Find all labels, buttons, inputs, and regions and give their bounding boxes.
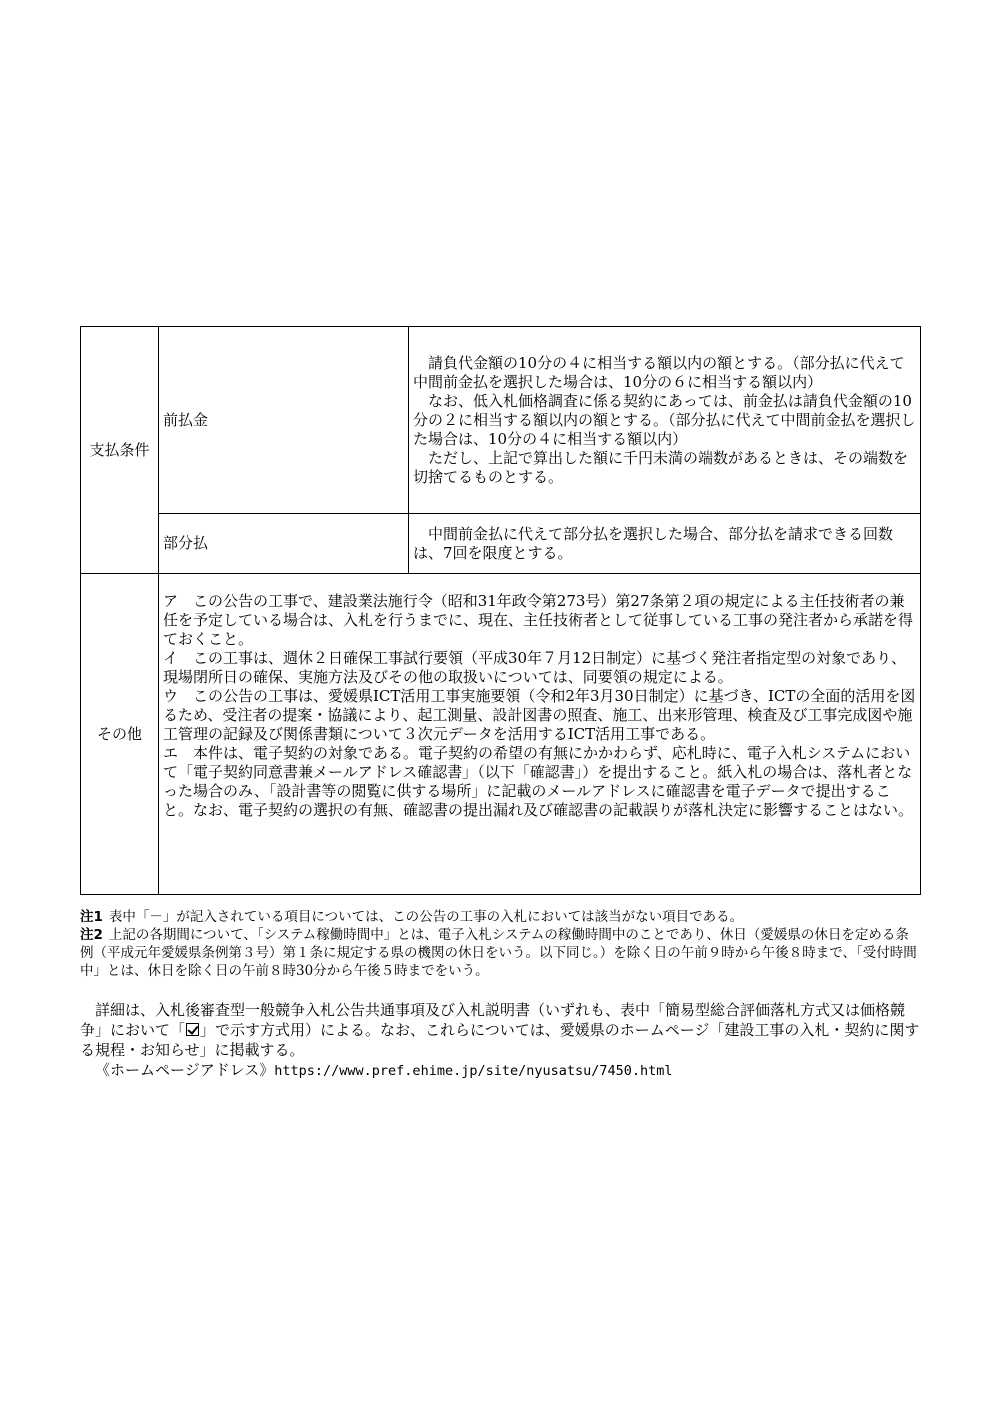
note-2 <box>80 926 920 980</box>
note-2-label: 注2 <box>80 927 103 943</box>
other-category-label: その他 <box>96 724 142 743</box>
conditions-table <box>80 326 921 895</box>
other-item-u: ウ この公告の工事は、愛媛県ICT活用工事実施要領（令和2年3月30日制定）に基づき、ICTの全面的活用を図るため、受注者の提案・協議により、起工測量、設計図書の照査、施工、出来形管理、検査及び工事完成図や施工管理の記録及び関係書類について３次元データを活用するICT活用工事である。 <box>163 687 916 743</box>
note-1-label: 注1 <box>80 909 103 925</box>
other-item-a: ア この公告の工事で、建設業法施行令（昭和31年政令第273号）第27条第２項の規定による主任技術者の兼任を予定している場合は、入札を行うまでに、現在、主任技術者として従事している工事の発注者から承諾を得ておくこと。 <box>163 592 914 648</box>
other-item-i: イ この工事は、週休２日確保工事試行要領（平成30年７月12日制定）に基づく発注者指定型の対象であり、現場閉所日の確保、実施方法及びその他の取扱いについては、同要領の規定による。 <box>163 649 907 686</box>
payment-category-label: 支払条件 <box>89 440 150 459</box>
note-1-text: 表中「－」が記入されている項目については、この公告の工事の入札においては該当がない項目である。 <box>108 909 744 925</box>
other-items-cell <box>159 574 921 895</box>
homepage-line <box>80 1060 920 1081</box>
advance-payment-text-cell <box>409 327 921 514</box>
other-item-e: エ 本件は、電子契約の対象である。電子契約の希望の有無にかかわらず、応札時に、電子入札システムにおいて「電子契約同意書兼メールアドレス確認書」（以下「確認書」）を提出すること。紙入札の場合は、落札者となった場合のみ、「設計書等の閲覧に供する場所」に記載のメールアドレスに確認書を電子データで提出すること。なお、電子契約の選択の有無、確認書の提出漏れ及び確認書の記載誤りが落札決定に影響することはない。 <box>163 744 914 819</box>
checkbox-checked-icon <box>186 1023 199 1036</box>
homepage-url-link[interactable]: https://www.pref.ehime.jp/site/nyusatsu/7450.html <box>274 1063 673 1079</box>
partial-payment-label: 部分払 <box>163 534 209 552</box>
details-text-before: 詳細は、入札後審査型一般競争入札公告共通事項及び入札説明書（いずれも、表中「簡易型総合評価落札方式又は価格競争」において「 <box>80 1001 906 1039</box>
payment-category-cell <box>81 327 159 574</box>
partial-payment-label-cell <box>159 514 409 574</box>
advance-payment-label-cell <box>159 327 409 514</box>
advance-payment-paragraph: 請負代金額の10分の４に相当する額以内の額とする。（部分払に代えて中間前金払を選択した場合は、10分の６に相当する額以内） <box>413 353 905 391</box>
partial-payment-text: 中間前金払に代えて部分払を選択した場合、部分払を請求できる回数は、7回を限度とする。 <box>413 524 894 562</box>
note-2-text: 上記の各期間について、「システム稼働時間中」とは、電子入札システムの稼働時間中のことであり、休日（愛媛県の休日を定める条例（平成元年愛媛県条例第３号）第１条に規定する県の機関の休日をいう。以下同じ。）を除く日の午前９時から午後８時まで、「受付時間中」とは、休日を除く日の午前８時30分から午後５時までをいう。 <box>80 927 917 979</box>
partial-payment-text-cell <box>409 514 921 574</box>
note-1 <box>80 908 920 926</box>
other-category-cell <box>81 574 159 895</box>
advance-payment-paragraph: なお、低入札価格調査に係る契約にあっては、前金払は請負代金額の10分の２に相当する額以内の額とする。（部分払に代えて中間前金払を選択した場合は、10分の４に相当する額以内） <box>413 391 916 448</box>
homepage-label: 《ホームページアドレス》 <box>95 1061 275 1079</box>
advance-payment-paragraph: ただし、上記で算出した額に千円未満の端数があるときは、その端数を切捨てるものとする。 <box>413 448 909 486</box>
details-section <box>80 1000 920 1081</box>
notes-section <box>80 908 920 980</box>
advance-payment-label: 前払金 <box>163 410 209 429</box>
details-text-after: 」で示す方式用）による。なお、これらについては、愛媛県のホームページ「建設工事の入札・契約に関する規程・お知らせ」に掲載する。 <box>80 1021 920 1059</box>
details-paragraph <box>80 1000 920 1060</box>
